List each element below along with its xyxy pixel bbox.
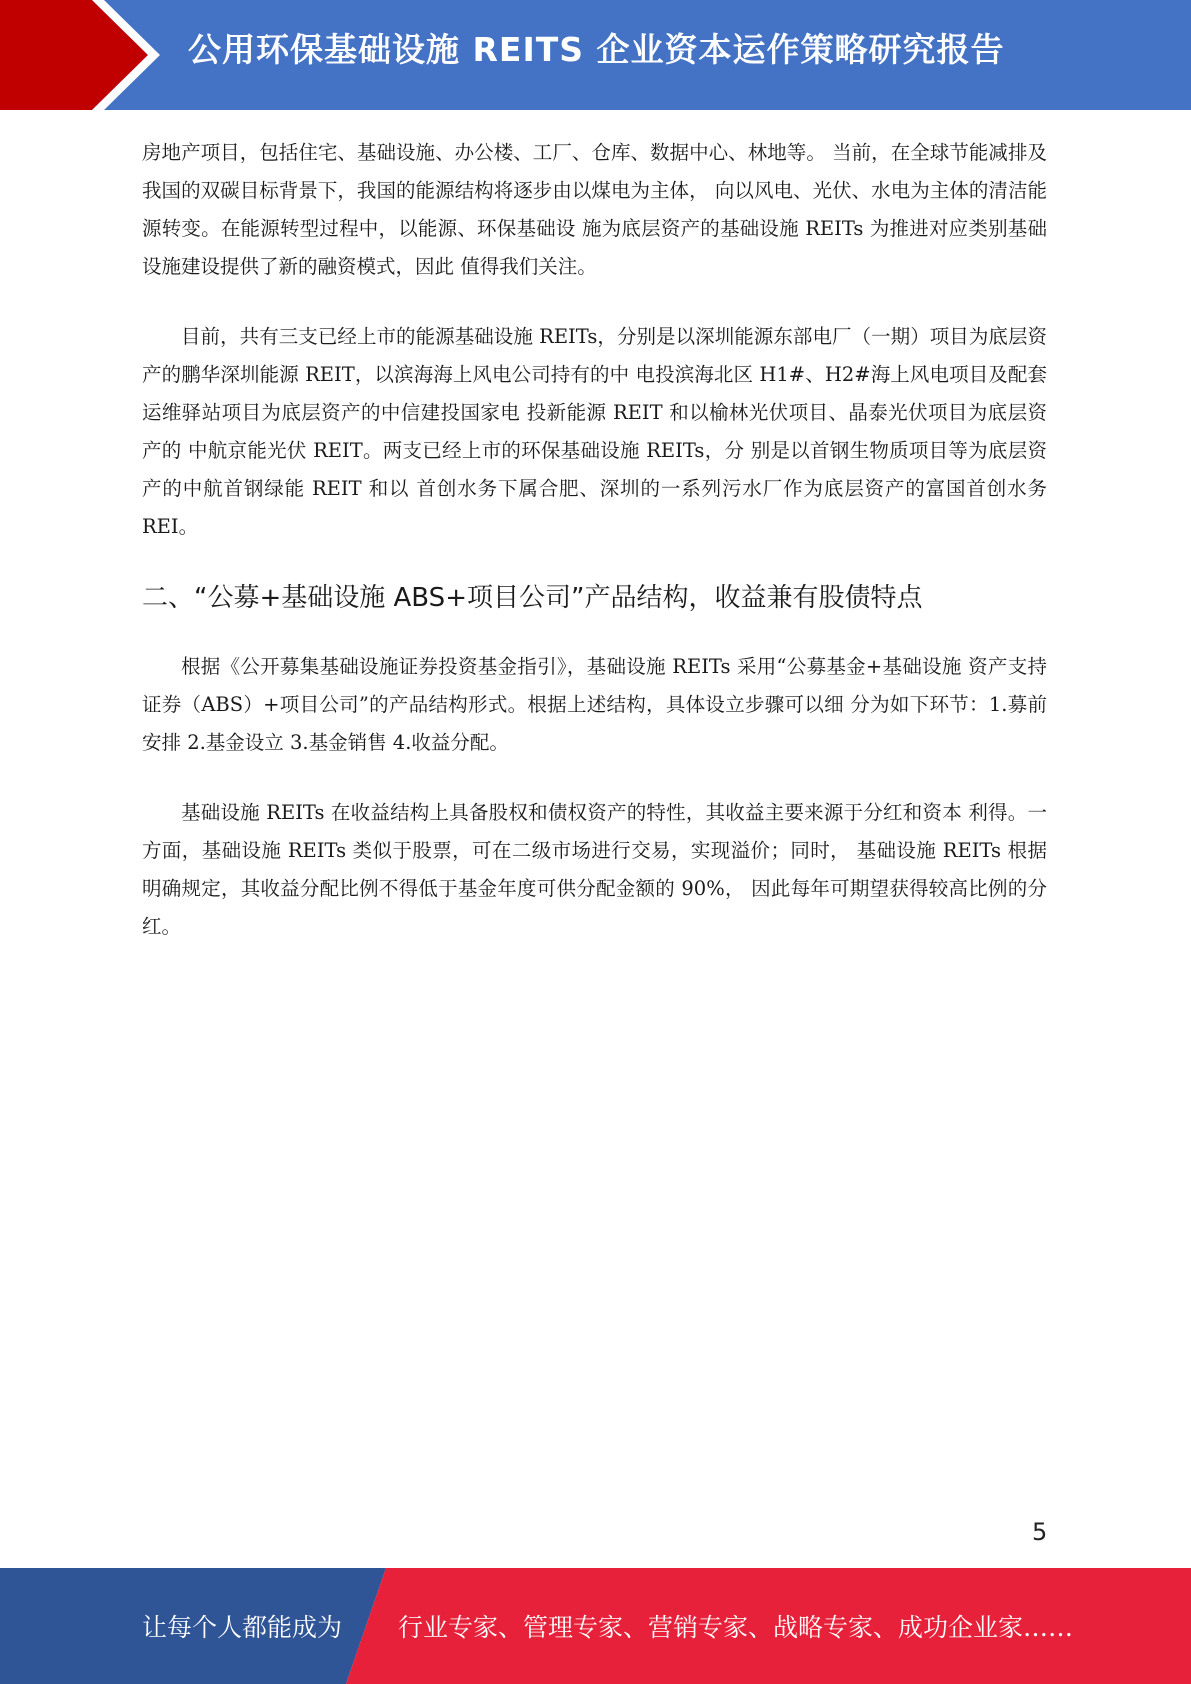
header-banner (0, 0, 1191, 110)
paragraph-energy-reits: 目前，共有三支已经上市的能源基础设施 REITs，分别是以深圳能源东部电厂（一期）项目为底层资产的鹏华深圳能源 REIT，以滨海海上风电公司持有的中 电投滨海北区 H1#、H2#海上风电项目及配套运维驿站项目为底层资产的中信建投国家电 投新能源 REIT 和以榆林光伏项目、晶泰光伏项目为底层资产的 中航京能光伏 REIT。两支已经上市的环保基础设施 REITs，分 别是以首钢生物质项目等为底层资产的中航首钢绿能 REIT 和以 首创水务下属合肥、深圳的一系列污水厂作为底层资产的富国首创水务 REI。 (142, 325, 1047, 538)
footer-slogan-right: 行业专家、管理专家、营销专家、战略专家、成功企业家…… (398, 1613, 1074, 1642)
footer-slogan-left: 让每个人都能成为 (142, 1613, 343, 1642)
page-number: 5 (1032, 1518, 1048, 1546)
document-title: 公用环保基础设施 REITS 企业资本运作策略研究报告 (188, 30, 1005, 69)
paragraph-income-structure: 基础设施 REITs 在收益结构上具备股权和债权资产的特性，其收益主要来源于分红和资本 利得。一方面，基础设施 REITs 类似于股票，可在二级市场进行交易，实现溢价；同时， 基础设施 REITs 根据明确规定，其收益分配比例不得低于基金年度可供分配金额的 90%， 因此每年可期望获得较高比例的分红。 (142, 801, 1047, 938)
paragraph-intro: 房地产项目，包括住宅、基础设施、办公楼、工厂、仓库、数据中心、林地等。 当前，在全球节能减排及我国的双碳目标背景下，我国的能源结构将逐步由以煤电为主体， 向以风电、光伏、水电为主体的清洁能源转变。在能源转型过程中，以能源、环保基础设 施为底层资产的基础设施 REITs 为推进对应类别基础设施建设提供了新的融资模式，因此 值得我们关注。 (142, 141, 1047, 278)
footer-banner (0, 1568, 1191, 1684)
document-body (142, 134, 1047, 978)
section-heading: 二、“公募+基础设施 ABS+项目公司”产品结构，收益兼有股债特点 (142, 583, 923, 613)
paragraph-product-structure: 根据《公开募集基础设施证券投资基金指引》，基础设施 REITs 采用“公募基金+基础设施 资产支持证券（ABS）+项目公司”的产品结构形式。根据上述结构，具体设立步骤可以细 分为如下环节：1.募前安排 2.基金设立 3.基金销售 4.收益分配。 (142, 655, 1047, 754)
